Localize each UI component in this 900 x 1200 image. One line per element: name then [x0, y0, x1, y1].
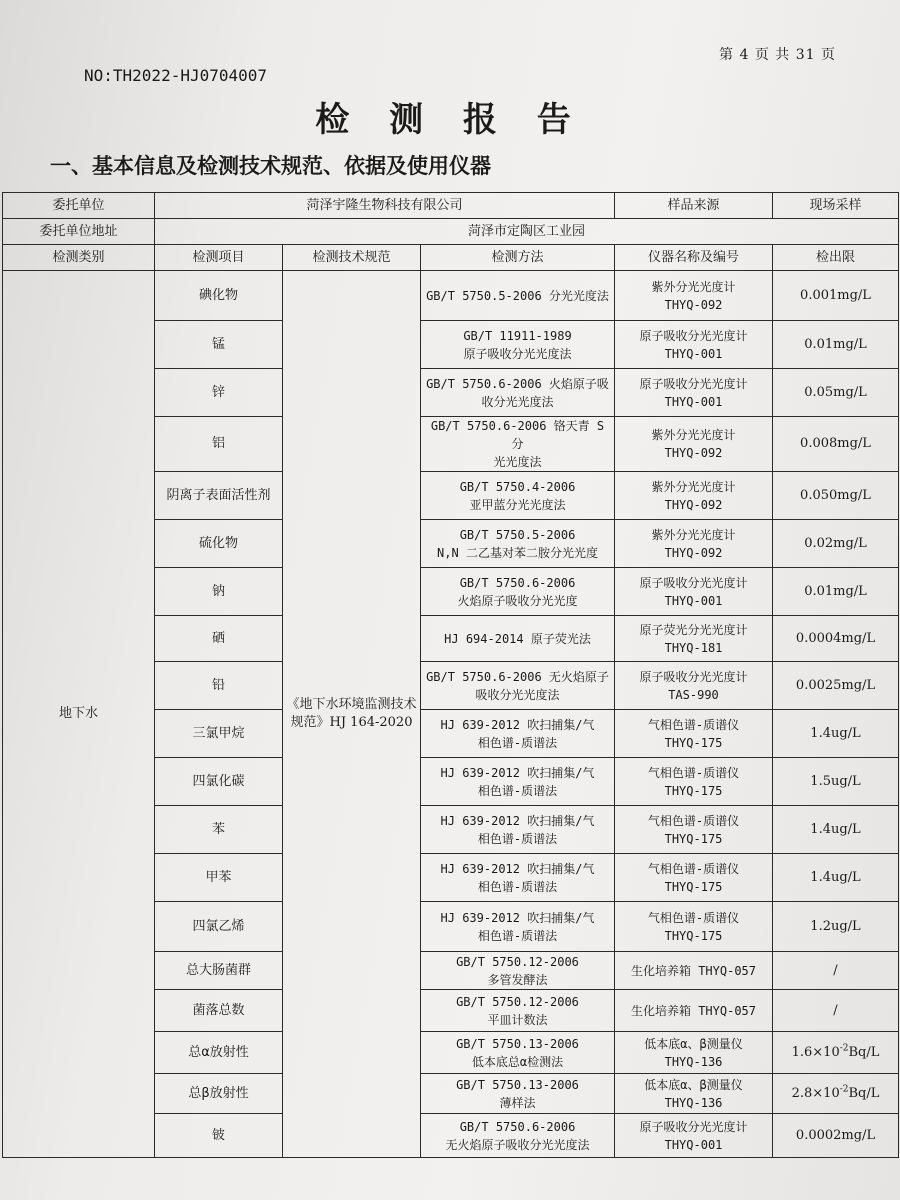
limit-cell: 0.01mg/L [773, 568, 899, 616]
col-header-method: 检测方法 [421, 245, 615, 271]
limit-cell: 1.5ug/L [773, 758, 899, 806]
method-cell: GB/T 5750.4-2006 亚甲蓝分光光度法 [421, 472, 615, 520]
column-header-row [3, 245, 899, 271]
limit-cell: 1.4ug/L [773, 710, 899, 758]
method-cell: GB/T 5750.5-2006 分光光度法 [421, 271, 615, 321]
method-cell: GB/T 5750.5-2006 N,N 二乙基对苯二胺分光光度 [421, 520, 615, 568]
method-cell: HJ 639-2012 吹扫捕集/气 相色谱-质谱法 [421, 710, 615, 758]
limit-base: 2.8×10 [791, 1085, 840, 1101]
method-cell: GB/T 5750.6-2006 无火焰原子吸收分光光度法 [421, 1114, 615, 1158]
method-cell: GB/T 5750.12-2006 平皿计数法 [421, 990, 615, 1032]
limit-unit: Bq/L [848, 1044, 880, 1060]
client-row [3, 193, 899, 219]
detection-table [2, 192, 899, 1158]
limit-cell [773, 1032, 899, 1074]
col-header-instrument: 仪器名称及编号 [615, 245, 773, 271]
instrument-cell: 原子荧光分光光度计 THYQ-181 [615, 616, 773, 662]
col-header-item: 检测项目 [155, 245, 283, 271]
limit-exponent: -2 [839, 1043, 849, 1054]
item-cell: 铝 [155, 417, 283, 472]
item-cell: 四氯乙烯 [155, 902, 283, 952]
limit-unit: Bq/L [848, 1085, 880, 1101]
instrument-cell: 生化培养箱 THYQ-057 [615, 952, 773, 990]
method-cell: GB/T 5750.12-2006 多管发酵法 [421, 952, 615, 990]
item-cell: 苯 [155, 806, 283, 854]
instrument-cell: 气相色谱-质谱仪 THYQ-175 [615, 854, 773, 902]
method-cell: GB/T 5750.13-2006 低本底总α检测法 [421, 1032, 615, 1074]
col-header-category: 检测类别 [3, 245, 155, 271]
method-cell: HJ 694-2014 原子荧光法 [421, 616, 615, 662]
limit-cell: 0.001mg/L [773, 271, 899, 321]
instrument-cell: 原子吸收分光光度计 TAS-990 [615, 662, 773, 710]
address-value: 菏泽市定陶区工业园 [155, 219, 899, 245]
client-value: 菏泽宇隆生物科技有限公司 [155, 193, 615, 219]
limit-cell: 1.2ug/L [773, 902, 899, 952]
method-cell: HJ 639-2012 吹扫捕集/气 相色谱-质谱法 [421, 806, 615, 854]
limit-cell: 0.008mg/L [773, 417, 899, 472]
method-cell: GB/T 5750.6-2006 无火焰原子 吸收分光光度法 [421, 662, 615, 710]
sample-source-label: 样品来源 [615, 193, 773, 219]
limit-cell: 0.050mg/L [773, 472, 899, 520]
limit-cell: 0.05mg/L [773, 369, 899, 417]
instrument-cell: 紫外分光光度计 THYQ-092 [615, 472, 773, 520]
instrument-cell: 紫外分光光度计 THYQ-092 [615, 520, 773, 568]
method-cell: GB/T 5750.13-2006 薄样法 [421, 1074, 615, 1114]
method-cell: GB/T 5750.6-2006 火焰原子吸收分光光度 [421, 568, 615, 616]
item-cell: 阴离子表面活性剂 [155, 472, 283, 520]
method-cell: HJ 639-2012 吹扫捕集/气 相色谱-质谱法 [421, 854, 615, 902]
item-cell: 总大肠菌群 [155, 952, 283, 990]
limit-cell: 0.0004mg/L [773, 616, 899, 662]
report-number: NO:TH2022-HJ0704007 [84, 66, 268, 85]
item-cell: 总β放射性 [155, 1074, 283, 1114]
limit-cell: 1.4ug/L [773, 806, 899, 854]
instrument-cell: 原子吸收分光光度计 THYQ-001 [615, 321, 773, 369]
col-header-spec: 检测技术规范 [283, 245, 421, 271]
item-cell: 硫化物 [155, 520, 283, 568]
instrument-cell: 气相色谱-质谱仪 THYQ-175 [615, 806, 773, 854]
limit-base: 1.6×10 [791, 1044, 840, 1060]
sample-source-value: 现场采样 [773, 193, 899, 219]
instrument-cell: 气相色谱-质谱仪 THYQ-175 [615, 902, 773, 952]
item-cell: 铅 [155, 662, 283, 710]
col-header-limit: 检出限 [773, 245, 899, 271]
instrument-cell: 原子吸收分光光度计 THYQ-001 [615, 1114, 773, 1158]
limit-exponent: -2 [839, 1084, 849, 1095]
item-cell: 硒 [155, 616, 283, 662]
method-cell: HJ 639-2012 吹扫捕集/气 相色谱-质谱法 [421, 902, 615, 952]
instrument-cell: 生化培养箱 THYQ-057 [615, 990, 773, 1032]
instrument-cell: 紫外分光光度计 THYQ-092 [615, 417, 773, 472]
limit-cell: / [773, 990, 899, 1032]
method-cell: GB/T 5750.6-2006 铬天青 S 分 光光度法 [421, 417, 615, 472]
instrument-cell: 低本底α、β测量仪 THYQ-136 [615, 1032, 773, 1074]
instrument-cell: 紫外分光光度计 THYQ-092 [615, 271, 773, 321]
item-cell: 碘化物 [155, 271, 283, 321]
instrument-cell: 气相色谱-质谱仪 THYQ-175 [615, 758, 773, 806]
item-cell: 锌 [155, 369, 283, 417]
item-cell: 锰 [155, 321, 283, 369]
section-title: 一、基本信息及检测技术规范、依据及使用仪器 [50, 154, 491, 178]
limit-cell: / [773, 952, 899, 990]
instrument-cell: 原子吸收分光光度计 THYQ-001 [615, 568, 773, 616]
method-cell: GB/T 5750.6-2006 火焰原子吸 收分光光度法 [421, 369, 615, 417]
address-row [3, 219, 899, 245]
method-cell: HJ 639-2012 吹扫捕集/气 相色谱-质谱法 [421, 758, 615, 806]
item-cell: 菌落总数 [155, 990, 283, 1032]
table-row [3, 271, 899, 321]
limit-cell [773, 1074, 899, 1114]
item-cell: 钠 [155, 568, 283, 616]
limit-cell: 0.0025mg/L [773, 662, 899, 710]
item-cell: 甲苯 [155, 854, 283, 902]
limit-cell: 0.0002mg/L [773, 1114, 899, 1158]
limit-cell: 1.4ug/L [773, 854, 899, 902]
limit-cell: 0.01mg/L [773, 321, 899, 369]
instrument-cell: 气相色谱-质谱仪 THYQ-175 [615, 710, 773, 758]
page-indicator: 第 4 页 共 31 页 [719, 47, 836, 63]
instrument-cell: 低本底α、β测量仪 THYQ-136 [615, 1074, 773, 1114]
item-cell: 四氯化碳 [155, 758, 283, 806]
spec-cell: 《地下水环境监测技术规范》HJ 164-2020 [283, 271, 421, 1158]
report-title: 检 测 报 告 [315, 100, 585, 140]
address-label: 委托单位地址 [3, 219, 155, 245]
method-cell: GB/T 11911-1989 原子吸收分光光度法 [421, 321, 615, 369]
item-cell: 总α放射性 [155, 1032, 283, 1074]
category-cell: 地下水 [3, 271, 155, 1158]
item-cell: 三氯甲烷 [155, 710, 283, 758]
limit-cell: 0.02mg/L [773, 520, 899, 568]
item-cell: 铍 [155, 1114, 283, 1158]
client-label: 委托单位 [3, 193, 155, 219]
instrument-cell: 原子吸收分光光度计 THYQ-001 [615, 369, 773, 417]
